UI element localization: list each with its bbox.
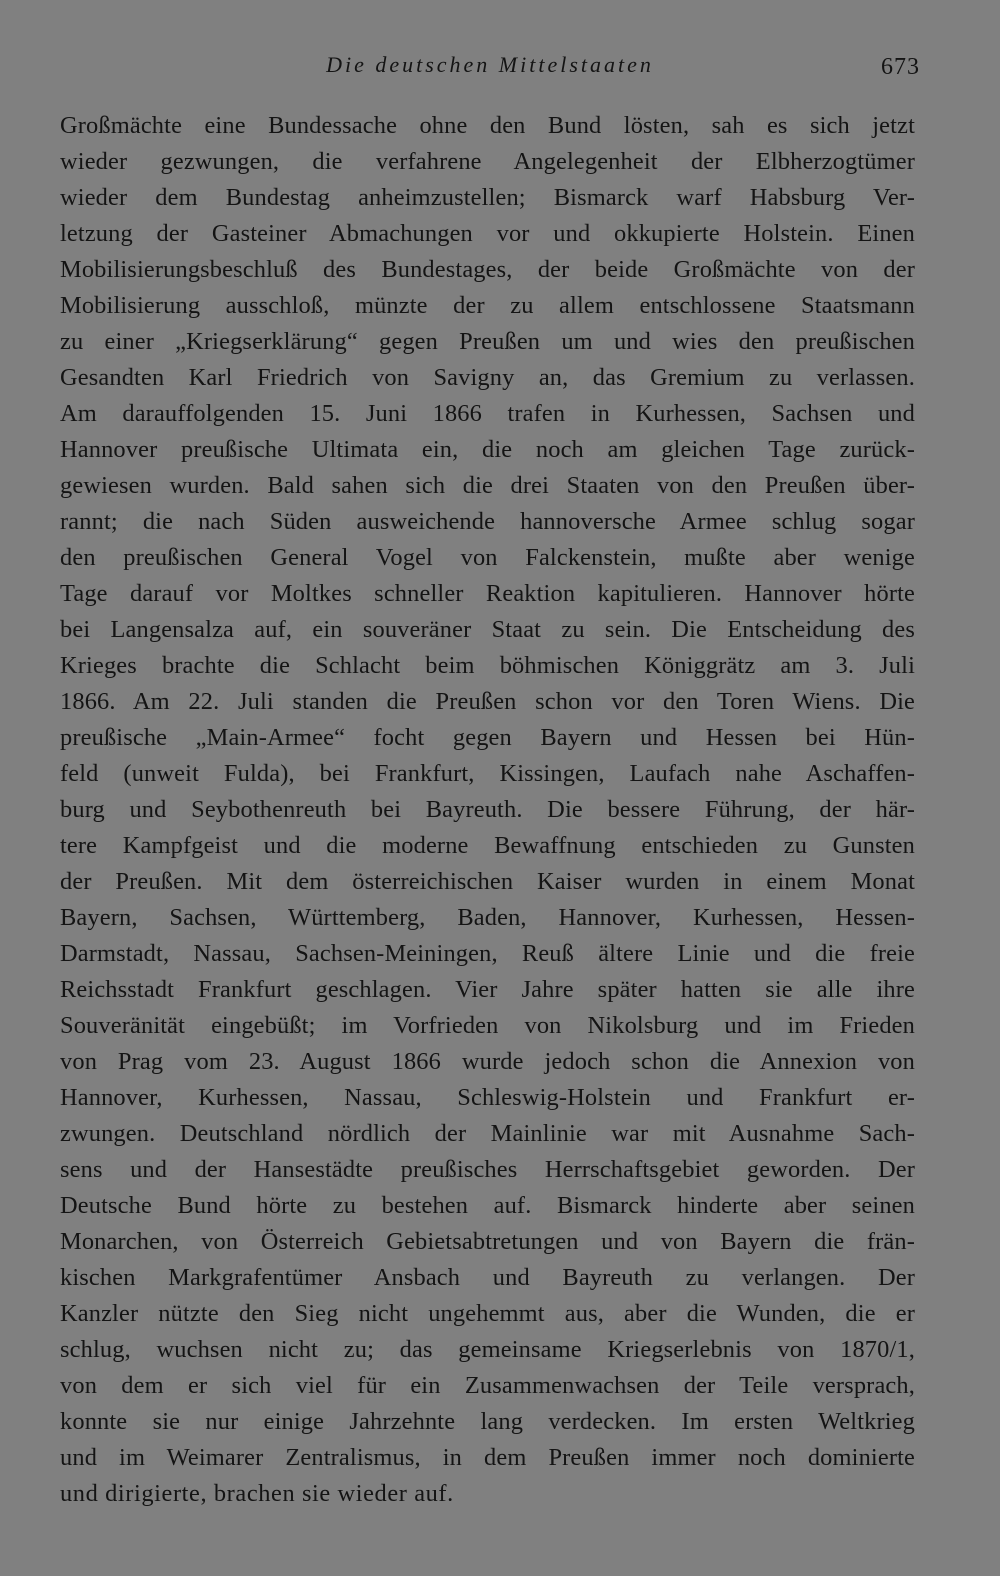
text-line: schlug, wuchsen nicht zu; das gemeinsame Kriegserlebnis von 1870/1,	[60, 1336, 915, 1363]
text-line: 1866. Am 22. Juli standen die Preußen schon vor den Toren Wiens. Die	[60, 688, 915, 715]
text-line: kischen Markgrafentümer Ansbach und Bayreuth zu verlangen. Der	[60, 1264, 915, 1291]
text-line: Hannover, Kurhessen, Nassau, Schleswig-Holstein und Frankfurt er-	[60, 1084, 915, 1111]
text-line: Kanzler nützte den Sieg nicht ungehemmt aus, aber die Wunden, die er	[60, 1300, 915, 1327]
text-line: wieder dem Bundestag anheimzustellen; Bismarck warf Habsburg Ver-	[60, 184, 915, 211]
text-line: sens und der Hansestädte preußisches Herrschaftsgebiet geworden. Der	[60, 1156, 915, 1183]
text-line: bei Langensalza auf, ein souveräner Staat zu sein. Die Entscheidung des	[60, 616, 915, 643]
page-number: 673	[881, 54, 920, 80]
text-line: Reichsstadt Frankfurt geschlagen. Vier Jahre später hatten sie alle ihre	[60, 976, 915, 1003]
text-line: Mobilisierung ausschloß, münzte der zu allem entschlossene Staatsmann	[60, 292, 915, 319]
text-line: Gesandten Karl Friedrich von Savigny an, das Gremium zu verlassen.	[60, 364, 915, 391]
text-line: der Preußen. Mit dem österreichischen Kaiser wurden in einem Monat	[60, 868, 915, 895]
text-line: Hannover preußische Ultimata ein, die noch am gleichen Tage zurück-	[60, 436, 915, 463]
text-line: und im Weimarer Zentralismus, in dem Preußen immer noch dominierte	[60, 1444, 915, 1471]
text-line: rannt; die nach Süden ausweichende hannoversche Armee schlug sogar	[60, 508, 915, 535]
text-line: zwungen. Deutschland nördlich der Mainlinie war mit Ausnahme Sach-	[60, 1120, 915, 1147]
text-line: zu einer „Kriegserklärung“ gegen Preußen um und wies den preußischen	[60, 328, 915, 355]
text-line: Tage darauf vor Moltkes schneller Reaktion kapitulieren. Hannover hörte	[60, 580, 915, 607]
text-line: letzung der Gasteiner Abmachungen vor und okkupierte Holstein. Einen	[60, 220, 915, 247]
text-line: Darmstadt, Nassau, Sachsen-Meiningen, Reuß ältere Linie und die freie	[60, 940, 915, 967]
text-line: Bayern, Sachsen, Württemberg, Baden, Hannover, Kurhessen, Hessen-	[60, 904, 915, 931]
text-line: feld (unweit Fulda), bei Frankfurt, Kissingen, Laufach nahe Aschaffen-	[60, 760, 915, 787]
text-line: Deutsche Bund hörte zu bestehen auf. Bismarck hinderte aber seinen	[60, 1192, 915, 1219]
text-line: konnte sie nur einige Jahrzehnte lang verdecken. Im ersten Weltkrieg	[60, 1408, 915, 1435]
text-line: Monarchen, von Österreich Gebietsabtretungen und von Bayern die frän-	[60, 1228, 915, 1255]
text-line: wieder gezwungen, die verfahrene Angelegenheit der Elbherzogtümer	[60, 148, 915, 175]
text-line: preußische „Main-Armee“ focht gegen Bayern und Hessen bei Hün-	[60, 724, 915, 751]
page-header	[60, 52, 920, 86]
text-line: burg und Seybothenreuth bei Bayreuth. Die bessere Führung, der här-	[60, 796, 915, 823]
text-line: von dem er sich viel für ein Zusammenwachsen der Teile versprach,	[60, 1372, 915, 1399]
text-line: Souveränität eingebüßt; im Vorfrieden von Nikolsburg und im Frieden	[60, 1012, 915, 1039]
text-line: tere Kampfgeist und die moderne Bewaffnung entschieden zu Gunsten	[60, 832, 915, 859]
text-line: Krieges brachte die Schlacht beim böhmischen Königgrätz am 3. Juli	[60, 652, 915, 679]
text-line: Großmächte eine Bundessache ohne den Bund lösten, sah es sich jetzt	[60, 112, 915, 139]
body-paragraph	[60, 108, 915, 1512]
text-line: Mobilisierungsbeschluß des Bundestages, der beide Großmächte von der	[60, 256, 915, 283]
text-line: gewiesen wurden. Bald sahen sich die drei Staaten von den Preußen über-	[60, 472, 915, 499]
text-line-last: und dirigierte, brachen sie wieder auf.	[60, 1480, 454, 1507]
text-line: Am darauffolgenden 15. Juni 1866 trafen in Kurhessen, Sachsen und	[60, 400, 915, 427]
text-line: von Prag vom 23. August 1866 wurde jedoch schon die Annexion von	[60, 1048, 915, 1075]
running-title: Die deutschen Mittelstaaten	[326, 52, 654, 77]
text-line: den preußischen General Vogel von Falckenstein, mußte aber wenige	[60, 544, 915, 571]
